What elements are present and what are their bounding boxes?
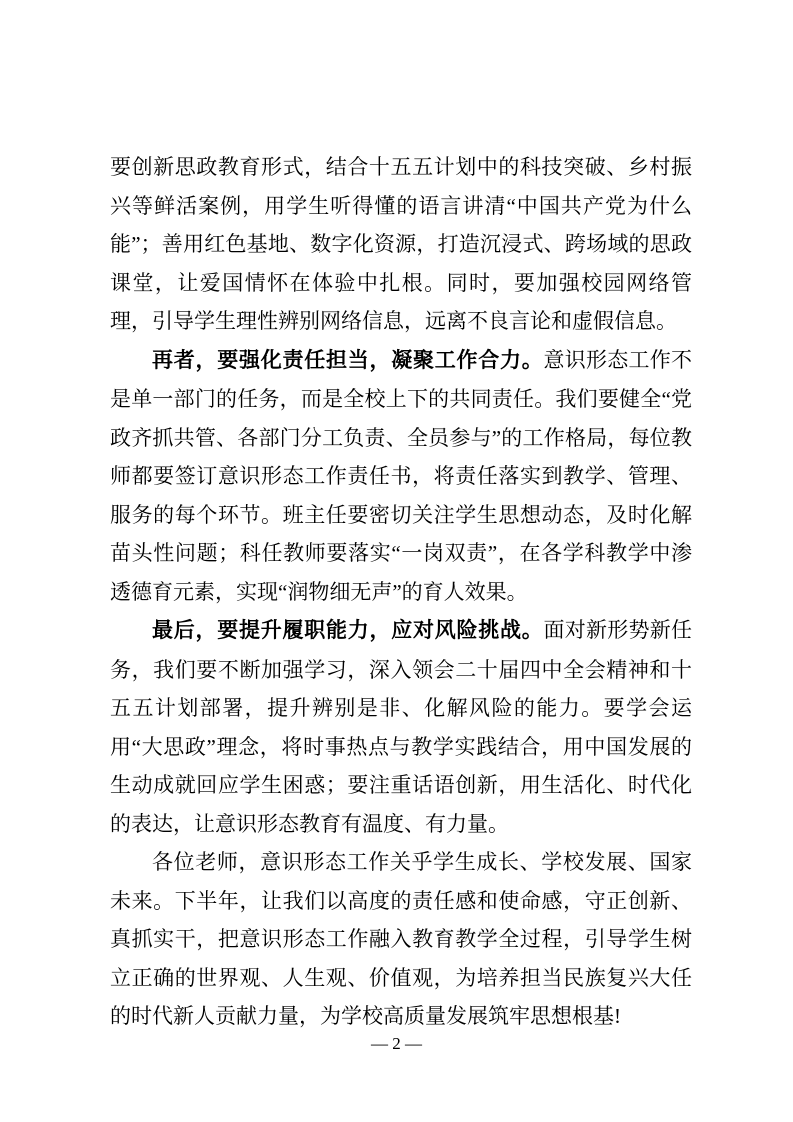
paragraph-text: 面对新形势新任务，我们要不断加强学习，深入领会二十届四中全会精神和十五五计划部署，提升辨别是非、化解风险的能力。要学会运用“大思政”理念，将时事热点与教学实践结合，用中国发展的生动成就回应学生困惑；要注重话语创新，用生活化、时代化的表达，让意识形态教育有温度、有力量。: [110, 618, 692, 836]
paragraph-lead-bold: 最后，要提升履职能力，应对风险挑战。: [152, 619, 544, 642]
page-footer: [0, 1032, 793, 1056]
page-number: — 2 —: [371, 1034, 422, 1053]
document-body: [110, 148, 692, 1036]
paragraph-3: [110, 611, 692, 843]
paragraph-text: 各位老师，意识形态工作关乎学生成长、学校发展、国家未来。下半年，让我们以高度的责任感和使命感，守正创新、真抓实干，把意识形态工作融入教育教学全过程，引导学生树立正确的世界观、人生观、价值观，为培养担当民族复兴大任的时代新人贡献力量，为学校高质量发展筑牢思想根基!: [110, 850, 692, 1028]
paragraph-2: [110, 341, 692, 612]
paragraph-lead-bold: 再者，要强化责任担当，凝聚工作合力。: [152, 348, 544, 372]
paragraph-text: 意识形态工作不是单一部门的任务，而是全校上下的共同责任。我们要健全“党政齐抓共管、各部门分工负责、全员参与”的工作格局，每位教师都要签订意识形态工作责任书，将责任落实到教学、管理、服务的每个环节。班主任要密切关注学生思想动态，及时化解苗头性问题；科任教师要落实“一岗双责”，在各学科教学中渗透德育元素，实现“润物细无声”的育人效果。: [110, 347, 692, 604]
paragraph-1: [110, 148, 692, 341]
paragraph-4: [110, 843, 692, 1036]
paragraph-text: 要创新思政教育形式，结合十五五计划中的科技突破、乡村振兴等鲜活案例，用学生听得懂的语言讲清“中国共产党为什么能”；善用红色基地、数字化资源，打造沉浸式、跨场域的思政课堂，让爱国情怀在体验中扎根。同时，要加强校园网络管理，引导学生理性辨别网络信息，远离不良言论和虚假信息。: [110, 155, 692, 333]
